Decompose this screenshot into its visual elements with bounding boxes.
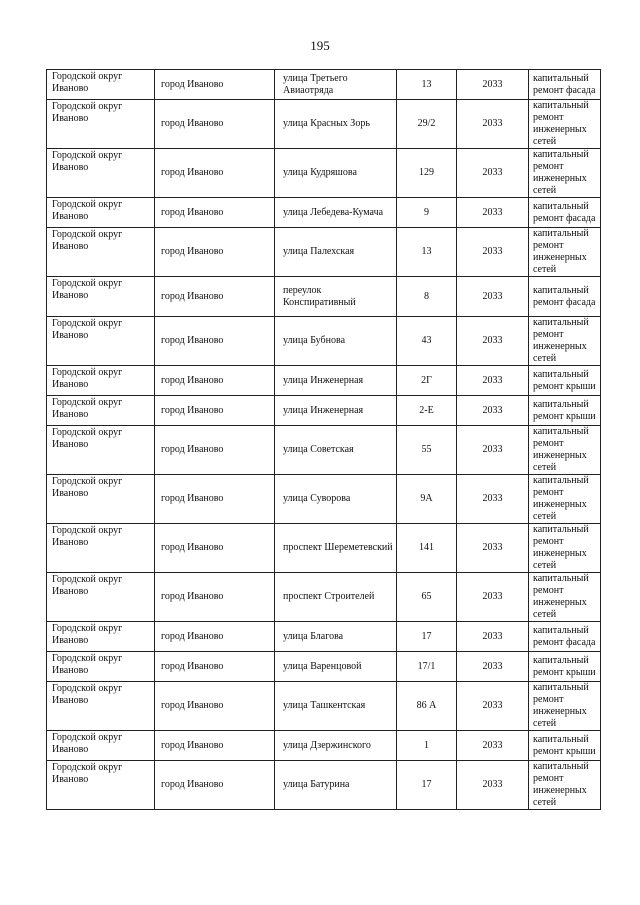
- table-row: [47, 761, 601, 810]
- year-cell: 2033: [457, 682, 529, 731]
- city-cell: город Иваново: [155, 524, 275, 573]
- table-row: [47, 100, 601, 149]
- city-cell: город Иваново: [155, 426, 275, 475]
- district-cell: Городской округ Иваново: [47, 317, 155, 366]
- house-number-cell: 8: [397, 277, 457, 317]
- house-number-cell: 55: [397, 426, 457, 475]
- street-cell: улица Ташкентская: [275, 682, 397, 731]
- table-row: [47, 524, 601, 573]
- work-type-cell: капитальный ремонт крыши: [529, 652, 601, 682]
- house-number-cell: 29/2: [397, 100, 457, 149]
- year-cell: 2033: [457, 652, 529, 682]
- city-cell: город Иваново: [155, 100, 275, 149]
- table-row: [47, 652, 601, 682]
- year-cell: 2033: [457, 761, 529, 810]
- house-number-cell: 141: [397, 524, 457, 573]
- district-cell: Городской округ Иваново: [47, 475, 155, 524]
- street-cell: проспект Строителей: [275, 573, 397, 622]
- street-cell: улица Суворова: [275, 475, 397, 524]
- year-cell: 2033: [457, 396, 529, 426]
- city-cell: город Иваново: [155, 573, 275, 622]
- work-type-cell: капитальный ремонт инженерных сетей: [529, 317, 601, 366]
- year-cell: 2033: [457, 426, 529, 475]
- work-type-cell: капитальный ремонт фасада: [529, 198, 601, 228]
- district-cell: Городской округ Иваново: [47, 100, 155, 149]
- work-type-cell: капитальный ремонт инженерных сетей: [529, 475, 601, 524]
- work-type-cell: капитальный ремонт крыши: [529, 396, 601, 426]
- year-cell: 2033: [457, 366, 529, 396]
- year-cell: 2033: [457, 149, 529, 198]
- city-cell: город Иваново: [155, 149, 275, 198]
- work-type-cell: капитальный ремонт крыши: [529, 366, 601, 396]
- district-cell: Городской округ Иваново: [47, 426, 155, 475]
- city-cell: город Иваново: [155, 475, 275, 524]
- work-type-cell: капитальный ремонт инженерных сетей: [529, 149, 601, 198]
- district-cell: Городской округ Иваново: [47, 277, 155, 317]
- work-type-cell: капитальный ремонт фасада: [529, 277, 601, 317]
- work-type-cell: капитальный ремонт фасада: [529, 70, 601, 100]
- house-number-cell: 17/1: [397, 652, 457, 682]
- district-cell: Городской округ Иваново: [47, 228, 155, 277]
- work-type-cell: капитальный ремонт инженерных сетей: [529, 426, 601, 475]
- district-cell: Городской округ Иваново: [47, 366, 155, 396]
- city-cell: город Иваново: [155, 228, 275, 277]
- work-type-cell: капитальный ремонт инженерных сетей: [529, 761, 601, 810]
- district-cell: Городской округ Иваново: [47, 731, 155, 761]
- house-number-cell: 86 А: [397, 682, 457, 731]
- year-cell: 2033: [457, 198, 529, 228]
- city-cell: город Иваново: [155, 731, 275, 761]
- street-cell: улица Кудряшова: [275, 149, 397, 198]
- city-cell: город Иваново: [155, 277, 275, 317]
- table-row: [47, 573, 601, 622]
- year-cell: 2033: [457, 475, 529, 524]
- table-row: [47, 198, 601, 228]
- house-number-cell: 65: [397, 573, 457, 622]
- year-cell: 2033: [457, 622, 529, 652]
- district-cell: Городской округ Иваново: [47, 524, 155, 573]
- street-cell: улица Красных Зорь: [275, 100, 397, 149]
- table-row: [47, 731, 601, 761]
- buildings-table: [46, 69, 601, 810]
- street-cell: переулок Конспиративный: [275, 277, 397, 317]
- city-cell: город Иваново: [155, 622, 275, 652]
- street-cell: улица Советская: [275, 426, 397, 475]
- work-type-cell: капитальный ремонт инженерных сетей: [529, 228, 601, 277]
- city-cell: город Иваново: [155, 652, 275, 682]
- table-row: [47, 277, 601, 317]
- district-cell: Городской округ Иваново: [47, 761, 155, 810]
- district-cell: Городской округ Иваново: [47, 396, 155, 426]
- city-cell: город Иваново: [155, 317, 275, 366]
- district-cell: Городской округ Иваново: [47, 573, 155, 622]
- work-type-cell: капитальный ремонт фасада: [529, 622, 601, 652]
- district-cell: Городской округ Иваново: [47, 149, 155, 198]
- work-type-cell: капитальный ремонт инженерных сетей: [529, 100, 601, 149]
- table-row: [47, 426, 601, 475]
- house-number-cell: 9: [397, 198, 457, 228]
- house-number-cell: 1: [397, 731, 457, 761]
- city-cell: город Иваново: [155, 198, 275, 228]
- year-cell: 2033: [457, 524, 529, 573]
- table-row: [47, 317, 601, 366]
- table-row: [47, 366, 601, 396]
- city-cell: город Иваново: [155, 682, 275, 731]
- year-cell: 2033: [457, 277, 529, 317]
- year-cell: 2033: [457, 731, 529, 761]
- table-row: [47, 228, 601, 277]
- district-cell: Городской округ Иваново: [47, 198, 155, 228]
- city-cell: город Иваново: [155, 366, 275, 396]
- street-cell: улица Третьего Авиаотряда: [275, 70, 397, 100]
- street-cell: улица Лебедева-Кумача: [275, 198, 397, 228]
- year-cell: 2033: [457, 317, 529, 366]
- street-cell: проспект Шереметевский: [275, 524, 397, 573]
- street-cell: улица Батурина: [275, 761, 397, 810]
- house-number-cell: 129: [397, 149, 457, 198]
- house-number-cell: 17: [397, 622, 457, 652]
- street-cell: улица Дзержинского: [275, 731, 397, 761]
- street-cell: улица Бубнова: [275, 317, 397, 366]
- work-type-cell: капитальный ремонт инженерных сетей: [529, 573, 601, 622]
- district-cell: Городской округ Иваново: [47, 622, 155, 652]
- table-row: [47, 149, 601, 198]
- street-cell: улица Палехская: [275, 228, 397, 277]
- house-number-cell: 2Г: [397, 366, 457, 396]
- house-number-cell: 17: [397, 761, 457, 810]
- city-cell: город Иваново: [155, 761, 275, 810]
- house-number-cell: 13: [397, 70, 457, 100]
- street-cell: улица Варенцовой: [275, 652, 397, 682]
- district-cell: Городской округ Иваново: [47, 70, 155, 100]
- year-cell: 2033: [457, 573, 529, 622]
- year-cell: 2033: [457, 70, 529, 100]
- table-row: [47, 396, 601, 426]
- house-number-cell: 2-Е: [397, 396, 457, 426]
- work-type-cell: капитальный ремонт инженерных сетей: [529, 682, 601, 731]
- city-cell: город Иваново: [155, 70, 275, 100]
- house-number-cell: 13: [397, 228, 457, 277]
- street-cell: улица Благова: [275, 622, 397, 652]
- work-type-cell: капитальный ремонт крыши: [529, 731, 601, 761]
- house-number-cell: 9А: [397, 475, 457, 524]
- work-type-cell: капитальный ремонт инженерных сетей: [529, 524, 601, 573]
- city-cell: город Иваново: [155, 396, 275, 426]
- year-cell: 2033: [457, 100, 529, 149]
- table-row: [47, 70, 601, 100]
- district-cell: Городской округ Иваново: [47, 682, 155, 731]
- year-cell: 2033: [457, 228, 529, 277]
- street-cell: улица Инженерная: [275, 366, 397, 396]
- page-number: 195: [310, 38, 330, 53]
- table-row: [47, 475, 601, 524]
- district-cell: Городской округ Иваново: [47, 652, 155, 682]
- house-number-cell: 43: [397, 317, 457, 366]
- street-cell: улица Инженерная: [275, 396, 397, 426]
- table-row: [47, 682, 601, 731]
- table-row: [47, 622, 601, 652]
